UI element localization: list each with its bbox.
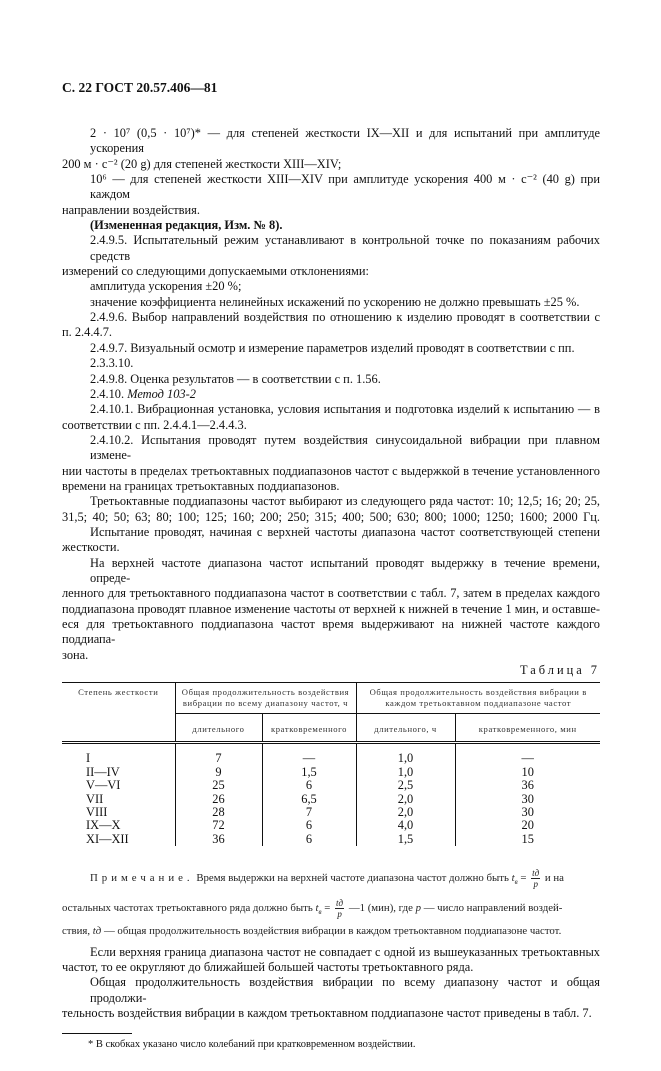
table-cell: 1,0 — [356, 743, 455, 766]
table-caption: Таблица 7 — [520, 663, 600, 678]
text-line: 2.4.9.7. Визуальный осмотр и измерение параметров изделий проводят в соответствии с пп. 2.3.3.10. — [90, 340, 575, 371]
amendment-note: (Измененная редакция, Изм. № 8). — [90, 218, 283, 233]
text-line: ленного для третьоктавного поддиапазона частот в соответствии с табл. 7, затем в пределах каждого — [62, 586, 600, 601]
note-line — [62, 924, 600, 939]
body-text — [62, 126, 600, 678]
table-row — [62, 833, 600, 846]
table-cell: VIII — [86, 805, 108, 819]
table-row — [62, 766, 600, 779]
note-text: Время выдержки на верхней частоте диапазона частот должно быть — [196, 872, 509, 885]
table-cell: — — [262, 743, 356, 766]
table-cell: VII — [86, 791, 104, 806]
table-cell: II—IV — [86, 764, 120, 779]
page-header: С. 22 ГОСТ 20.57.406—81 — [62, 80, 218, 95]
table-cell: 9 — [175, 766, 262, 779]
table-cell: 20 — [455, 819, 600, 832]
table-row — [62, 793, 600, 806]
table-cell: 7 — [175, 743, 262, 766]
table-cell: — — [455, 743, 600, 766]
table-cell: 72 — [175, 819, 262, 832]
note-text: —1 (мин), где — [348, 902, 413, 915]
text-line: Общая продолжительность воздействия вибрации по всему диапазону частот и общая продолжи- — [90, 975, 600, 1005]
formula-td: tд — [92, 924, 102, 937]
text-line: нии частоты в пределах третьоктавных поддиапазонов частот с выдержкой в течение установленного — [62, 463, 600, 478]
text-line: Если верхняя граница диапазона частот не совпадает с одной из вышеуказанных третьоктавных — [90, 944, 600, 959]
table-cell: 7 — [262, 806, 356, 819]
formula-tv: $t_в$ — [315, 902, 322, 917]
table-cell: 15 — [455, 833, 600, 846]
text-line: На верхней частоте диапазона частот испытаний проводят выдержку в течение времени, опреде- — [90, 555, 600, 585]
table-cell: 6,5 — [262, 793, 356, 806]
header-long: длительного — [175, 714, 262, 743]
formula-tv: $t_в$ — [511, 872, 518, 887]
header-total-duration-subrange: Общая продолжительность воздействия вибрации в каждом третьоктавном поддиапазоне частот — [356, 683, 600, 714]
text-line: Испытание проводят, начиная с верхней частоты диапазона частот соответствующей степени — [90, 524, 600, 539]
table-cell: 2,5 — [356, 779, 455, 792]
section-number: 2.4.10. — [90, 386, 125, 401]
table-cell: 6 — [262, 779, 356, 792]
table-cell: I — [86, 751, 91, 766]
text-line: п. 2.4.4.7. — [62, 325, 112, 340]
text-line: тельность воздействия вибрации в каждом третьоктавном поддиапазоне частот приведены в табл. 7. — [62, 1005, 592, 1020]
note-text: остальных частотах третьоктавного ряда должно быть — [62, 902, 313, 915]
text-line: 2.4.10.1. Вибрационная установка, условия испытания и подготовка изделий к испытанию — в — [90, 402, 600, 417]
text-line: значение коэффициента нелинейных искажений по ускорению не должно превышать ±25 %. — [90, 294, 580, 309]
note-text: — общая продолжительность воздействия вибрации в каждом третьоктавном поддиапазоне частот. — [103, 924, 562, 937]
table-cell: 6 — [262, 819, 356, 832]
formula-fraction: $\frac{tд}{p}$ — [532, 868, 540, 890]
text-line: 10⁶ — для степеней жесткости XIII—XIV при амплитуде ускорения 400 м · с⁻² (40 g) при каждом — [90, 172, 600, 202]
text-line: частот, то ее округляют до ближайшей большей частоты третьоктавного ряда. — [62, 959, 474, 974]
table-cell: 2,0 — [356, 806, 455, 819]
header-total-duration-range: Общая продолжительность воздействия вибрации по всему диапазону частот, ч — [175, 683, 356, 714]
table-cell: 26 — [175, 793, 262, 806]
table-cell: 28 — [175, 806, 262, 819]
footnote: * В скобках указано число колебаний при кратковременном воздействии. — [88, 1039, 416, 1051]
table-cell: 4,0 — [356, 819, 455, 832]
table-cell: 2,0 — [356, 793, 455, 806]
header-stiffness-degree: Степень жесткости — [62, 683, 175, 743]
header-long-h: длительного, ч — [356, 714, 455, 743]
text-line: 200 м · с⁻² (20 g) для степеней жесткости XIII—XIV; — [62, 156, 342, 171]
closing-text — [62, 945, 600, 1022]
text-line: жесткости. — [62, 540, 120, 555]
footnote-divider — [62, 1033, 132, 1034]
text-line: амплитуда ускорения ±20 %; — [90, 279, 242, 294]
table-note — [62, 868, 600, 938]
note-text: — число направлений воздей- — [423, 902, 563, 915]
method-title: Метод 103-2 — [127, 386, 196, 401]
header-short: кратковременного — [262, 714, 356, 743]
note-line — [62, 898, 600, 920]
text-line: 2.4.9.5. Испытательный режим устанавливают в контрольной точке по показаниям рабочих средств — [90, 233, 600, 263]
table-7 — [62, 682, 600, 846]
text-line: времени на границах третьоктавных поддиапазонов. — [62, 478, 340, 493]
table-cell: 30 — [455, 793, 600, 806]
text-line: 2.4.10.2. Испытания проводят путем воздействия синусоидальной вибрации при плавном измене- — [90, 432, 600, 463]
text-line: зона. — [62, 647, 89, 662]
note-line — [62, 868, 600, 890]
section-heading — [62, 387, 600, 402]
text-line: Третьоктавные поддиапазоны частот выбирают из следующего ряда частот: 10; 12,5; 16; 20; 25, — [90, 494, 600, 509]
table-cell: 10 — [455, 766, 600, 779]
formula-eq: = — [520, 872, 527, 885]
table-cell: 6 — [262, 833, 356, 846]
table-cell: XI—XII — [86, 831, 129, 846]
table-cell: 1,5 — [262, 766, 356, 779]
text-line: поддиапазона проводят плавное изменение частоты от верхней к нижней в течение 1 мин, и оставше- — [62, 601, 600, 616]
text-line: 31,5; 40; 50; 63; 80; 100; 125; 160; 200; 250; 315; 400; 500; 630; 800; 1000; 1250; 1600; 2000 Гц. — [62, 509, 600, 524]
note-text: и на — [544, 872, 564, 885]
table-cell: V—VI — [86, 778, 121, 793]
table-cell: 36 — [455, 779, 600, 792]
table-cell: 1,0 — [356, 766, 455, 779]
table-cell: 36 — [175, 833, 262, 846]
table-cell: 30 — [455, 806, 600, 819]
table-row — [62, 779, 600, 792]
table-row — [62, 806, 600, 819]
note-label: Примечание. — [90, 872, 194, 885]
table-row — [62, 819, 600, 832]
text-line: 2.4.9.8. Оценка результатов — в соответствии с п. 1.56. — [90, 371, 381, 386]
header-short-min: кратковременного, мин — [455, 714, 600, 743]
formula-p: p — [415, 902, 421, 915]
text-line: соответствии с пп. 2.4.4.1—2.4.4.3. — [62, 417, 247, 432]
table-row — [62, 743, 600, 766]
formula-fraction: $\frac{tд}{p}$ — [336, 898, 344, 920]
table-cell: IX—X — [86, 818, 121, 833]
formula-eq: = — [324, 902, 331, 915]
table-cell: 1,5 — [356, 833, 455, 846]
text-line: направлении воздействия. — [62, 202, 200, 217]
text-line: 2 · 10⁷ (0,5 · 10⁷)* — для степеней жесткости IX—XII и для испытаний при амплитуде ускорения — [90, 126, 600, 156]
text-line: измерений со следующими допускаемыми отклонениями: — [62, 264, 369, 279]
text-line: 2.4.9.6. Выбор направлений воздействия по отношению к изделию проводят в соответствии с — [90, 310, 600, 325]
text-line: еся для третьоктавного поддиапазона частот время выдерживают на нижней частоте каждого поддиапа- — [62, 617, 600, 647]
note-text: ствия, — [62, 924, 91, 937]
table-cell: 25 — [175, 779, 262, 792]
